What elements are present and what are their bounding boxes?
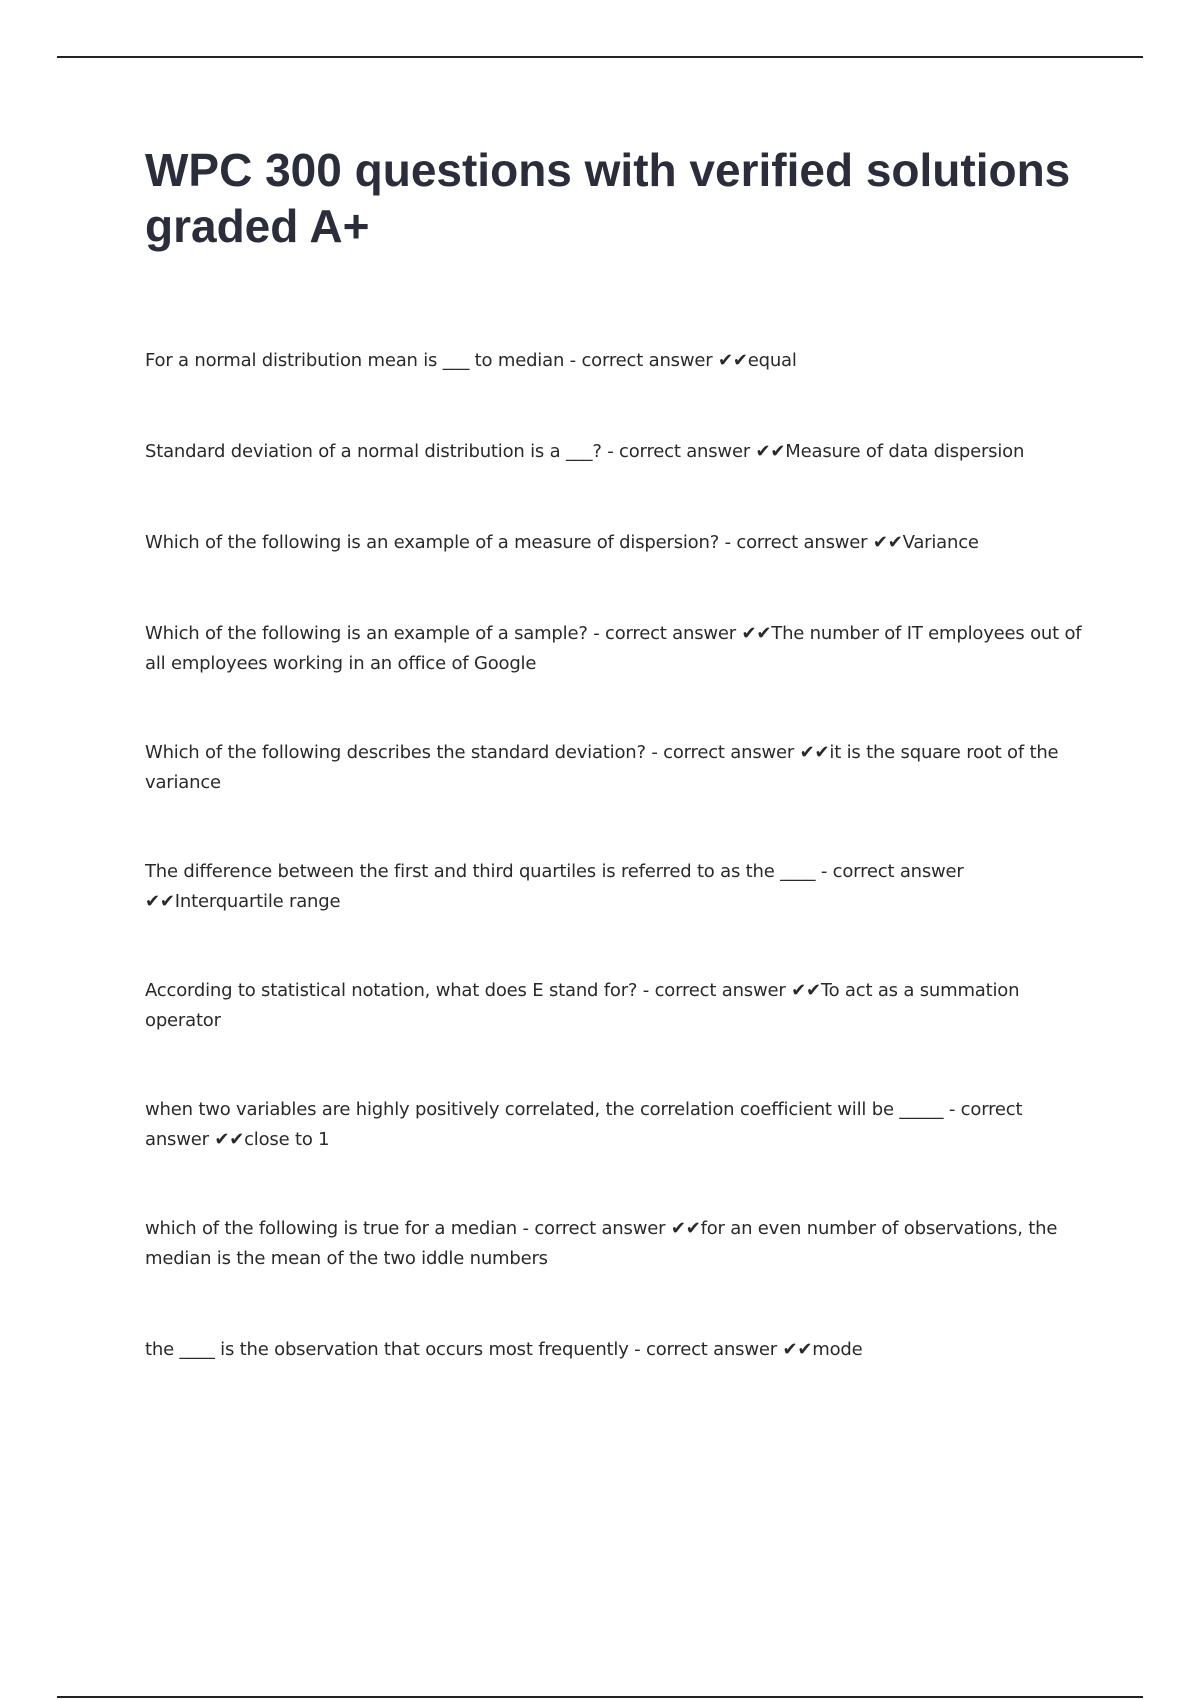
qa-item: For a normal distribution mean is ___ to median - correct answer ✔✔equal bbox=[145, 350, 797, 371]
qa-item: Which of the following is an example of a measure of dispersion? - correct answer ✔✔Variance bbox=[145, 532, 979, 553]
top-divider bbox=[57, 56, 1143, 58]
document-title: WPC 300 questions with verified solutions graded A+ bbox=[145, 144, 1071, 252]
qa-item: Which of the following describes the standard deviation? - correct answer ✔✔it is the square root of the variance bbox=[145, 742, 1059, 793]
qa-item: the ____ is the observation that occurs most frequently - correct answer ✔✔mode bbox=[145, 1339, 863, 1360]
qa-item: Which of the following is an example of a sample? - correct answer ✔✔The number of IT employees out of all employees working in an office of Google bbox=[145, 623, 1082, 674]
qa-item: which of the following is true for a median - correct answer ✔✔for an even number of observations, the median is the mean of the two iddle numbers bbox=[145, 1218, 1058, 1269]
document-body bbox=[145, 142, 1090, 1360]
qa-item: The difference between the first and third quartiles is referred to as the ____ - correct answer ✔✔Interquartile range bbox=[145, 861, 964, 912]
qa-list bbox=[145, 346, 1090, 1365]
qa-item: Standard deviation of a normal distribution is a ___? - correct answer ✔✔Measure of data dispersion bbox=[145, 441, 1025, 462]
bottom-divider bbox=[57, 1696, 1143, 1698]
qa-item: when two variables are highly positively correlated, the correlation coefficient will be _____ - correct answer ✔✔close to 1 bbox=[145, 1099, 1023, 1150]
qa-item: According to statistical notation, what does E stand for? - correct answer ✔✔To act as a summation operator bbox=[145, 980, 1020, 1031]
